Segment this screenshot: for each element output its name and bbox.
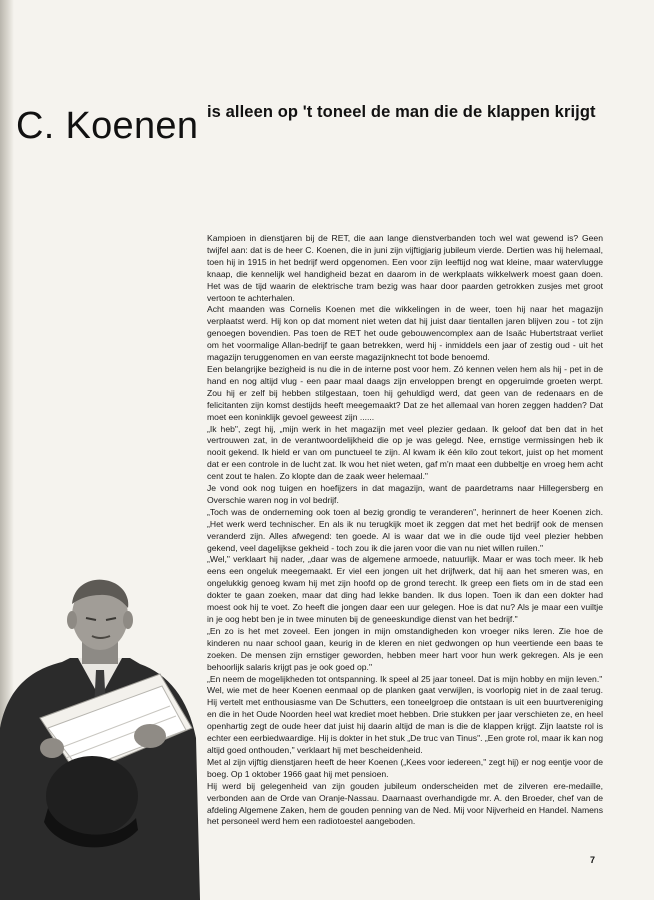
paragraph: „Ik heb", zegt hij, „mijn werk in het magazijn met veel plezier gedaan. Ik geloof dat ben dat in het vertrouwen zat, in de verantwoordelijkheid die op je was gelegd. Nee, ernstige vermissingen heb ik nooit gekend. Ik hield er van om punctueel te zijn. Al kwam ik één kilo zout tekort, juist op het moment dat er een controle in de lucht zat. Ik wou het niet weten, gaf m'n maat een dubbeltje en vroeg hem acht cent zout te halen. Zo klopte dan de zaak weer helemaal." <box>207 423 603 482</box>
paragraph: „En neem de mogelijkheden tot ontspanning. Ik speel al 25 jaar toneel. Dat is mijn hobby en mijn leven." <box>207 673 603 684</box>
article-body <box>207 233 603 828</box>
paragraph: „Wel," verklaart hij nader, „daar was de algemene armoede, natuurlijk. Maar er was toch meer. Ik heb eens een ongeluk meegemaakt. Er viel een jongen uit het drijfwerk, dat hij aan het smeren was, en ongelukkig genoeg kwam hij met zijn hoofd op de grond terecht. Ik greep een fiets om in de stad een dokter te gaan zoeken, maar dat ding had lekke banden. Ik dus lopen. Toen ik dan een dokter had moest ook hij te voet. Zo heeft die jongen daar een uur gelegen. Hoe is dat nu? Als je maar een vuiltje in je oog hebt ben je in twee minuten bij de geneeskundige dienst van het bedrijf." <box>207 554 603 624</box>
paragraph: Wel, wie met de heer Koenen eenmaal op de planken gaat verwijlen, is voorlopig niet in de zaal terug. Hij vertelt met enthousiasme van De Schutters, een toneelgroep die ontstaan is uit een buurtvereniging en die in het Oude Noorden heel wat krediet moet hebben. Drie stukken per jaar verschieten ze, en heel openhartig zegt de oude heer dat juist hij daarin altijd de man is die de klappen krijgt. Zijn laatste rol is echter een eerbiedwaardige. Hij is dokter in het stuk „De truc van Tinus". „Een grote rol, maar ik kan nog altijd goed onthouden," verklaart hij met bescheidenheid. <box>207 685 603 755</box>
paragraph: „En zo is het met zoveel. Een jongen in mijn omstandigheden kon vroeger niks leren. Zie hoe de kinderen nu naar school gaan, keurig in de kleren en niet gedwongen op hun veertiende een baas te zoeken. De mensen zijn ernstiger geworden, hebben meer hart voor hun werk gekregen. Als je een behoorlijk salaris krijgt pas je ook goed op." <box>207 625 603 672</box>
article-title-name: C. Koenen <box>16 105 199 148</box>
paragraph: Een belangrijke bezigheid is nu die in de interne post voor hem. Zó kennen velen hem als hij - pet in de hand en nog altijd vlug - een paar maal daags zijn enveloppen brengt en opgeruimde groeten werpt. Zou hij er zelf bij hebben stilgestaan, toen hij gehuldigd werd, dat geen van de redenaars en de felicitanten zijn komst destijds heeft meegemaakt? Dat ze het allemaal van horen zeggen hadden? Dat moet een koninklijk gevoel geweest zijn ...... <box>207 363 603 422</box>
article-subtitle: is alleen op 't toneel de man die de klappen krijgt <box>207 103 596 121</box>
page-number: 7 <box>590 855 596 865</box>
paragraph: Met al zijn vijftig dienstjaren heeft de heer Koenen („Kees voor iedereen," zegt hij) er nog eentje voor de boeg. Op 1 oktober 1966 gaat hij met pensioen. <box>207 756 603 779</box>
paragraph: „Toch was de onderneming ook toen al bezig grondig te veranderen", herinnert de heer Koenen zich. „Het werk werd technischer. En als ik nu terugkijk moet ik zeggen dat met het bedrijf ook de mensen veranderd zijn. Alles afwegend: ten goede. Al is waar dat we in die oude tijd veel plezier hebben gekend, veel dagelijkse gekheid - toch zou ik die jaren voor die van nu niet willen ruilen." <box>207 506 603 553</box>
paragraph: Kampioen in dienstjaren bij de RET, die aan lange dienstverbanden toch wel wat gewend is? Geen twijfel aan: dat is de heer C. Koenen, die in juni zijn vijftigjarig jubileum vierde. Dertien was hij helemaal, toen hij in 1915 in het bedrijf werd opgenomen. Een voor zijn leeftijd nog wat kleine, maar watervlugge knaap, die kennelijk wel handigheid bezat en daarom in de werkplaats wikkelwerk moest gaan doen. Het was de tijd waarin de elektrische tram bezig was haar door paarden getrokken zusjes met groot vertoon te achterhalen. <box>207 233 603 303</box>
paragraph: Je vond ook nog tuigen en hoefijzers in dat magazijn, want de paardetrams naar Hillegersberg en Overschie waren nog in vol bedrijf. <box>207 483 603 505</box>
portrait-photo <box>0 578 200 900</box>
paragraph: Acht maanden was Cornelis Koenen met die wikkelingen in de weer, toen hij naar het magazijn verplaatst werd. Hij kon op dat moment niet weten dat hij juist daar tientallen jaren blijven zou - tot zijn genoegen bovendien. Pas toen de RET het oude gebouwencomplex aan de Isaäc Hubertstraat verliet om het voormalige Allan-bedrijf te gaan betrekken, werd hij - inmiddels een jaar of zestig oud - uit het magazijn teruggenomen en van eerste magazijnknecht tot bode benoemd. <box>207 304 603 363</box>
paragraph: Hij werd bij gelegenheid van zijn gouden jubileum onderscheiden met de zilveren ere-medaille, verbonden aan de Orde van Oranje-Nassau. Daarnaast overhandigde mr. A. den Broeder, chef van de afdeling Algemene Zaken, hem de gouden penning van de Ned. Mij voor Nijverheid en Handel. Namens het personeel werd hem een radiotoestel aangeboden. <box>207 780 603 827</box>
